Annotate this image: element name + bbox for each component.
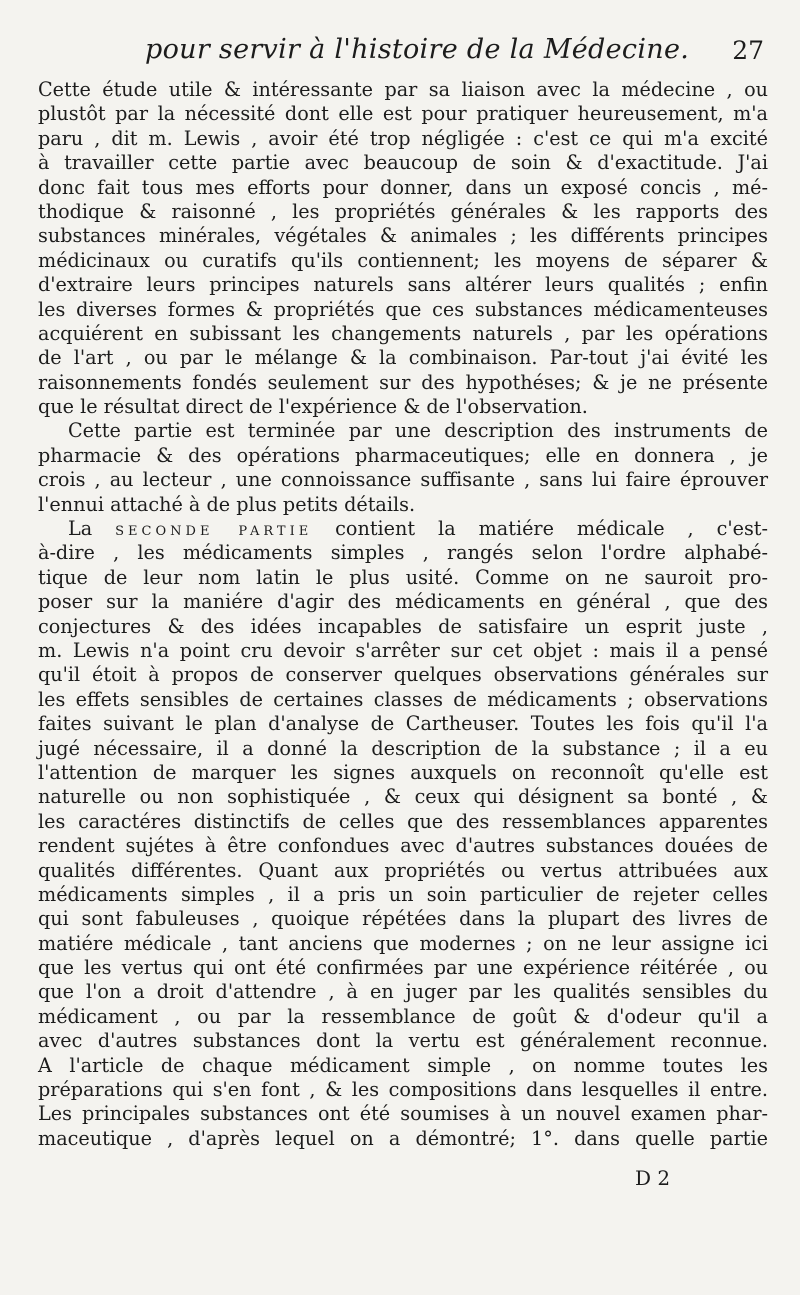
line-text: l'attention de marquer les signes auxquels on reconnoît qu'elle est [38,760,768,784]
text-line [38,322,768,346]
signature-mark: D 2 [635,1166,671,1190]
text-line [38,810,768,834]
line-text: que l'on a droit d'attendre , à en juger par les qualités sensibles du [38,980,768,1004]
line-text: préparations qui s'en font , & les compositions dans lesquelles il entre. [38,1078,768,1102]
text-line [38,1029,768,1053]
line-text: m. Lewis n'a point cru devoir s'arrêter sur cet objet : mais il a pensé [38,638,768,662]
text-line [38,615,768,639]
line-text: maceutique , d'après lequel on a démontré; 1°. dans quelle partie [38,1126,768,1150]
text-line [38,590,768,614]
text-line [38,1054,768,1078]
text-line [38,566,768,590]
text-line [38,224,768,248]
line-text: les effets sensibles de certaines classes de médicaments ; observations [38,687,768,711]
line-text: naturelle ou non sophistiquée , & ceux qui désignent sa bonté , & [38,785,768,809]
line-text: donc fait tous mes efforts pour donner, dans un exposé concis , mé- [38,175,768,199]
text-line [38,737,768,761]
line-text: raisonnements fondés seulement sur des hypothéses; & je ne présente [38,370,768,394]
line-text: que les vertus qui ont été confirmées par une expérience réitérée , ou [38,956,768,980]
line-text: de l'art , ou par le mélange & la combinaison. Par-tout j'ai évité les [38,346,768,370]
line-text: les caractéres distinctifs de celles que des ressemblances apparentes [38,809,768,833]
small-caps-heading: SECONDE PARTIE [115,524,313,540]
text-line [38,249,768,273]
running-title: pour servir à l'histoire de la Médecine. [145,34,690,65]
line-text: qui sont fabuleuses , quoique répétées dans la plupart des livres de [38,907,768,931]
text-line [38,517,768,541]
text-line [38,980,768,1004]
text-line [38,371,768,395]
line-text: contient la matiére médicale , c'est- [312,517,768,541]
line-text: à travailler cette partie avec beaucoup de soin & d'exactitude. J'ai [38,151,768,175]
line-text: Cette étude utile & intéressante par sa liaison avec la médecine , ou [38,78,768,101]
text-line [38,151,768,175]
line-text: qualités différentes. Quant aux propriétés ou vertus attribuées aux [38,858,768,882]
text-line [38,102,768,126]
text-line [38,176,768,200]
text-line [38,444,768,468]
text-line [38,395,768,419]
text-line [38,541,768,565]
line-text: d'extraire leurs principes naturels sans altérer leurs qualités ; enfin [38,273,768,297]
line-text: paru , dit m. Lewis , avoir été trop négligée : c'est ce qui m'a excité [38,126,768,150]
text-line [38,785,768,809]
line-text: acquiérent en subissant les changements naturels , par les opérations [38,321,768,345]
line-text: jugé nécessaire, il a donné la description de la substance ; il a eu [38,736,768,760]
line-text: tique de leur nom latin le plus usité. Comme on ne sauroit pro- [38,565,768,589]
text-line [38,346,768,370]
line-text: poser sur la maniére d'agir des médicaments en général , que des [38,590,768,614]
line-text: médicinaux ou curatifs qu'ils contiennent; les moyens de séparer & [38,248,768,272]
line-text: pharmacie & des opérations pharmaceutiques; elle en donnera , je [38,443,768,467]
line-text: conjectures & des idées incapables de satisfaire un esprit juste , [38,614,768,638]
text-line [38,834,768,858]
line-text: plustôt par la nécessité dont elle est pour pratiquer heureusement, m'a [38,102,768,126]
text-line [38,761,768,785]
line-text: que le résultat direct de l'expérience & de l'observation. [38,395,588,419]
line-text: avec d'autres substances dont la vertu est généralement reconnue. [38,1029,768,1053]
text-line [38,663,768,687]
line-text: substances minérales, végétales & animales ; les différents principes [38,224,768,248]
line-text: crois , au lecteur , une connoissance suffisante , sans lui faire éprouver [38,468,768,492]
text-line [38,1127,768,1151]
text-line [38,883,768,907]
running-head [40,30,770,70]
text-line [38,468,768,492]
line-text: rendent sujétes à être confondues avec d'autres substances douées de [38,834,768,858]
text-line [38,859,768,883]
text-line [38,1005,768,1029]
line-text: à-dire , les médicaments simples , rangés selon l'ordre alphabé- [38,541,768,565]
text-line [38,1078,768,1102]
text-line [38,419,768,443]
line-text: l'ennui attaché à de plus petits détails. [38,492,416,516]
text-line [38,956,768,980]
text-line [38,493,768,517]
line-text: Cette partie est terminée par une description des instruments de [68,419,768,443]
line-text: faites suivant le plan d'analyse de Cartheuser. Toutes les fois qu'il l'a [38,712,768,736]
line-text: les diverses formes & propriétés que ces substances médicamenteuses [38,297,768,321]
text-line [38,907,768,931]
line-text: matiére médicale , tant anciens que modernes ; on ne leur assigne ici [38,931,768,955]
line-text: thodique & raisonné , les propriétés générales & les rapports des [38,199,768,223]
body-text [38,78,768,1151]
line-lead-in: La [68,517,116,541]
text-line [38,78,768,102]
text-line [38,273,768,297]
line-text: A l'article de chaque médicament simple , on nomme toutes les [38,1053,768,1077]
line-text: médicaments simples , il a pris un soin particulier de rejeter celles [38,882,768,906]
line-text: qu'il étoit à propos de conserver quelques observations générales sur [38,663,768,687]
text-line [38,200,768,224]
text-line [38,127,768,151]
line-text: médicament , ou par la ressemblance de goût & d'odeur qu'il a [38,1004,768,1028]
text-line [38,639,768,663]
text-line [38,298,768,322]
line-text: Les principales substances ont été soumises à un nouvel examen phar- [38,1102,768,1126]
text-line [38,712,768,736]
text-line [38,1102,768,1126]
page-number: 27 [732,36,764,65]
text-line [38,932,768,956]
text-line [38,688,768,712]
